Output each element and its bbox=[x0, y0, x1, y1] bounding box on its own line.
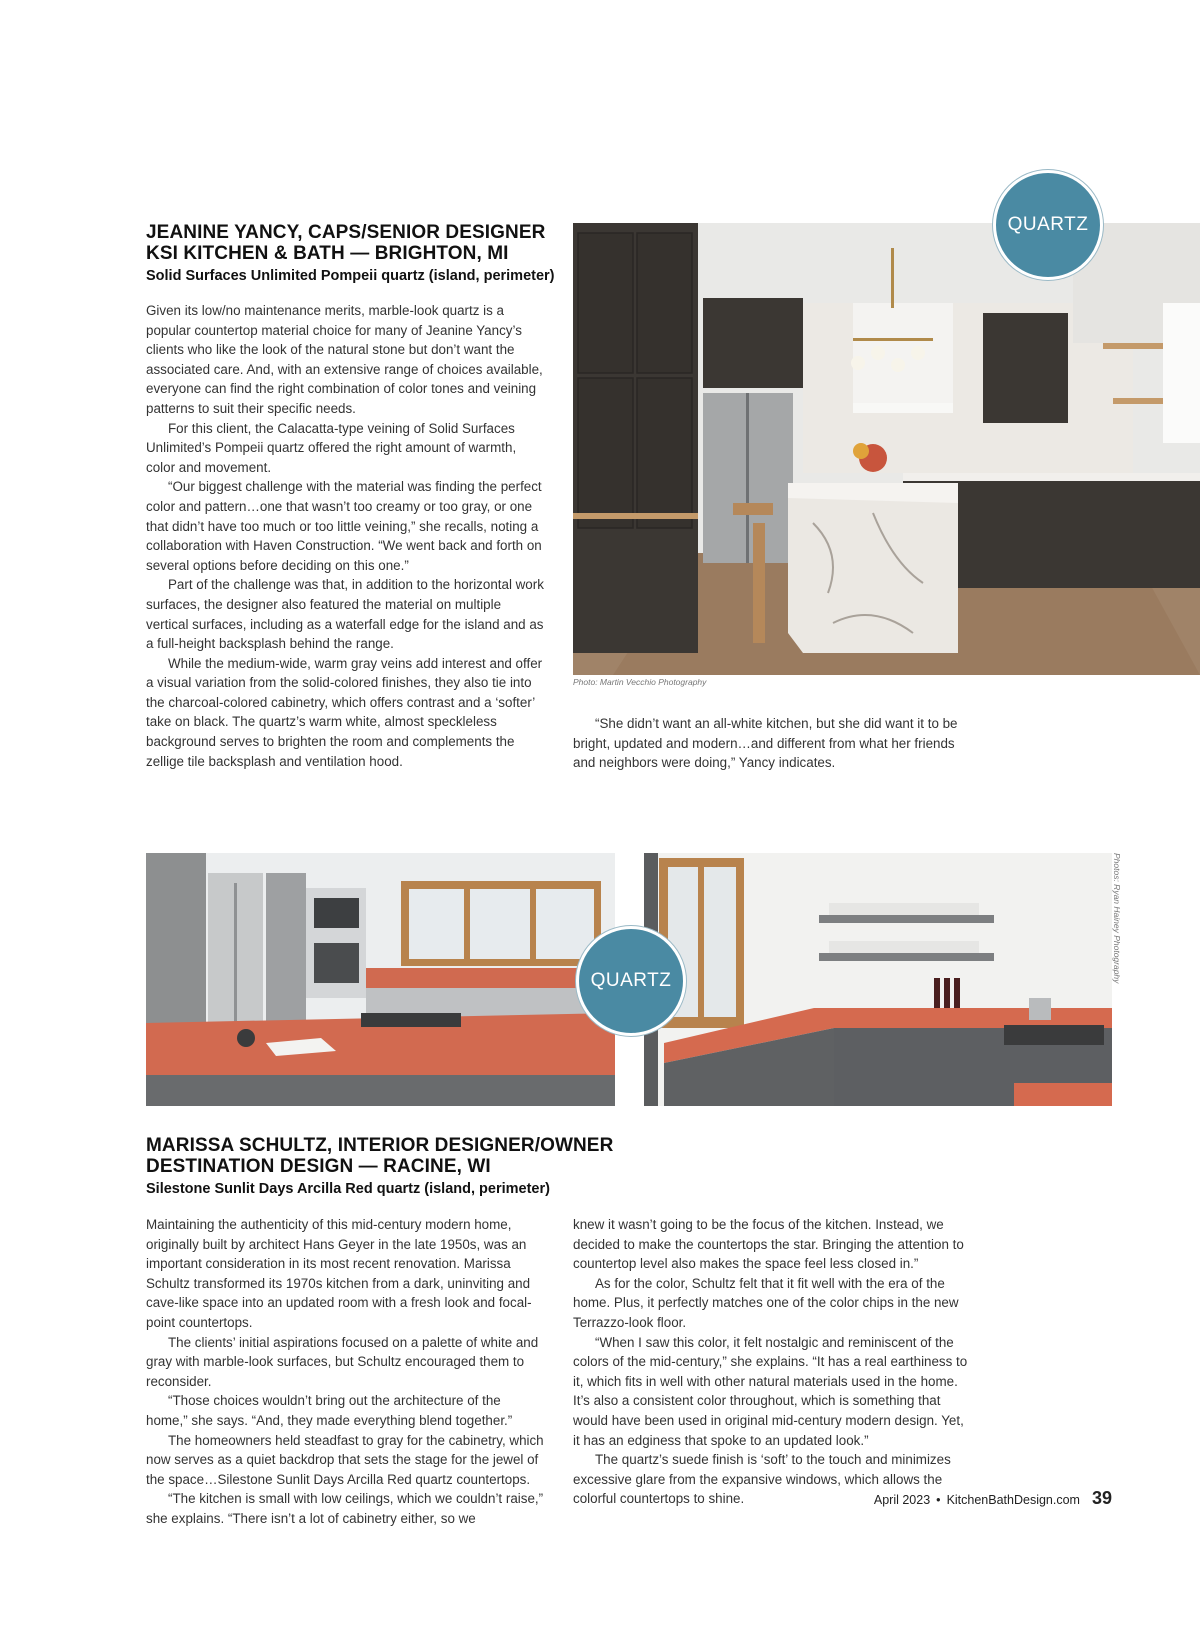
section1-paragraph: Given its low/no maintenance merits, marble-look quartz is a popular countertop material choice for many of Jeanine Yancy’s clients who like the look of the natural stone but don’t want the associated care. And, with an extensive range of choices available, everyone can find the right combination of color tones and veining patterns to suit their specific needs. bbox=[146, 303, 543, 416]
section2-paragraph: Maintaining the authenticity of this mid-century modern home, originally built by architect Hans Geyer in the late 1950s, was an important consideration in its most recent renovation. Marissa Schultz transformed its 1970s kitchen from a dark, uninviting and cave-like space into an updated room with a fresh look and focal-point countertops. bbox=[146, 1217, 532, 1330]
section2-paragraph: The clients’ initial aspirations focused on a palette of white and gray with marble-look surfaces, but Schultz encouraged them to reconsider. bbox=[146, 1334, 539, 1389]
section2-paragraph: knew it wasn’t going to be the focus of the kitchen. Instead, we decided to make the countertops the star. Bringing the attention to countertop level also makes the space feel less closed in.” bbox=[573, 1217, 964, 1272]
section2-body-col1 bbox=[146, 1215, 544, 1529]
website-link[interactable]: KitchenBathDesign.com bbox=[946, 1493, 1080, 1507]
section1-heading-line2: KSI KITCHEN & BATH — BRIGHTON, MI bbox=[146, 243, 509, 264]
quartz-badge: QUARTZ bbox=[576, 926, 686, 1036]
page-footer bbox=[874, 1488, 1112, 1509]
section1-header bbox=[146, 222, 566, 285]
footer-bullet: • bbox=[936, 1493, 941, 1507]
section2-body-col2 bbox=[573, 1215, 973, 1509]
kitchen-photo-red-perimeter bbox=[644, 853, 1112, 1106]
section2-heading-line1: MARISSA SCHULTZ, INTERIOR DESIGNER/OWNER bbox=[146, 1135, 614, 1156]
section2-paragraph: As for the color, Schultz felt that it fit well with the era of the home. Plus, it perfectly matches one of the color chips in the new Terrazzo-look floor. bbox=[573, 1275, 959, 1330]
section1-paragraph: “Our biggest challenge with the material was finding the perfect color and pattern…one that wasn’t too creamy or too gray, or one that didn’t have too much or too little veining,” she recalls, noting a collaboration with Haven Construction. “We went back and forth on several options before deciding on this one.” bbox=[146, 479, 542, 573]
section1-heading-line1: JEANINE YANCY, CAPS/SENIOR DESIGNER bbox=[146, 222, 546, 243]
section2-heading-line2: DESTINATION DESIGN — RACINE, WI bbox=[146, 1156, 491, 1177]
kitchen-photo-red-island bbox=[146, 853, 615, 1106]
section1-paragraph: Part of the challenge was that, in addition to the horizontal work surfaces, the designer also featured the material on multiple vertical surfaces, including as a waterfall edge for the island and as a full-height backsplash behind the range. bbox=[146, 577, 544, 652]
section1-paragraph: While the medium-wide, warm gray veins add interest and offer a visual variation from the solid-colored finishes, they also tie into the charcoal-colored cabinetry, which offers contrast and a ‘softer’ take on black. The quartz’s warm white, almost speckleless background serves to brighten the room and complements the zellige tile backsplash and ventilation hood. bbox=[146, 655, 543, 769]
section2-paragraph: “When I saw this color, it felt nostalgic and reminiscent of the colors of the mid-century,” she explains. “It has a real earthiness to it, which fits in well with other natural materials used in the home. It’s also a consistent color throughout, which is something that would have been used in original mid-century modern design. Yet, it has an edginess that spoke to an updated look.” bbox=[573, 1334, 968, 1448]
kitchen-photo-charcoal bbox=[573, 223, 1200, 675]
quartz-badge: QUARTZ bbox=[993, 170, 1103, 280]
issue-date: April 2023 bbox=[873, 1493, 931, 1507]
section2-subheading: Silestone Sunlit Days Arcilla Red quartz (island, perimeter) bbox=[146, 1181, 550, 1197]
section1-subheading: Solid Surfaces Unlimited Pompeii quartz (island, perimeter) bbox=[146, 268, 555, 284]
section2-paragraph: The homeowners held steadfast to gray for the cabinetry, which now serves as a quiet backdrop that sets the stage for the jewel of the space…Silestone Sunlit Days Arcilla Red quartz countertops. bbox=[146, 1432, 544, 1487]
section1-quote bbox=[573, 714, 978, 773]
photo-credit-vertical: Photos: Ryan Hainey Photography bbox=[1112, 853, 1122, 984]
page-number: 39 bbox=[1091, 1488, 1112, 1508]
section2-paragraph: The quartz’s suede finish is ‘soft’ to the touch and minimizes excessive glare from the expansive windows, which allows the colorful countertops to shine. bbox=[573, 1452, 951, 1507]
photo-credit: Photo: Martin Vecchio Photography bbox=[573, 677, 707, 687]
section2-paragraph: “The kitchen is small with low ceilings, which we couldn’t raise,” she explains. “There isn’t a lot of cabinetry either, so we bbox=[146, 1491, 544, 1526]
section2-header bbox=[146, 1135, 646, 1198]
section1-body bbox=[146, 301, 544, 771]
quote-paragraph: “She didn’t want an all-white kitchen, but she did want it to be bright, updated and modern…and different from what her friends and neighbors were doing,” Yancy indicates. bbox=[573, 716, 958, 771]
section2-paragraph: “Those choices wouldn’t bring out the architecture of the home,” she says. “And, they made everything blend together.” bbox=[146, 1393, 513, 1428]
section1-paragraph: For this client, the Calacatta-type veining of Solid Surfaces Unlimited’s Pompeii quartz offered the right amount of warmth, color and movement. bbox=[146, 420, 517, 475]
